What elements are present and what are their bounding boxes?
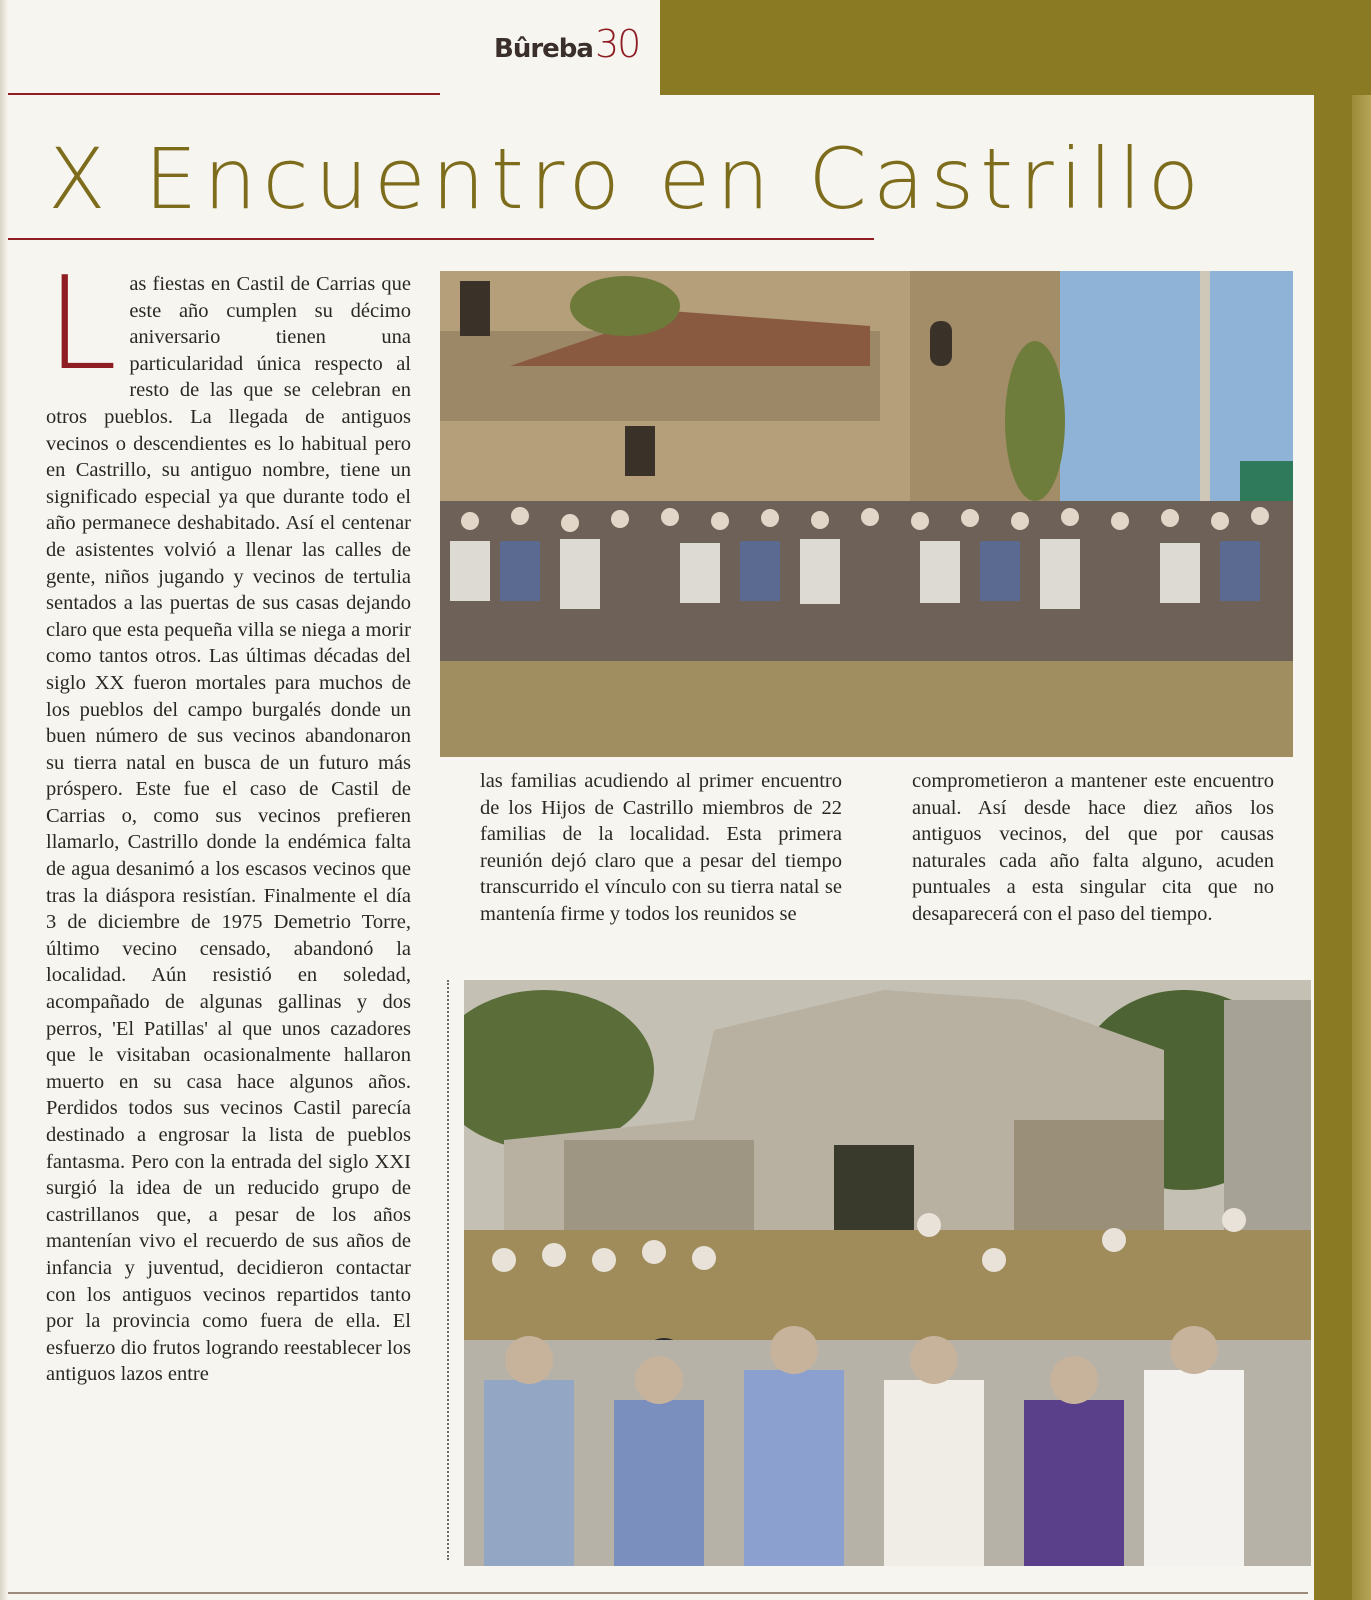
- brand-name: Bûreba: [494, 34, 593, 64]
- ruins-photo-illustration: [464, 980, 1311, 1566]
- article-column-1: [46, 250, 411, 1388]
- column-1-text: as fiestas en Castil de Carrias que este año cumplen su décimo aniversario tienen una particularidad única respecto al resto de las que se celebran en otros pueblos. La llegada de antiguos vecinos o descendientes es lo habitual pero en Castrillo, su antiguo nombre, tiene un significado especial ya que durante todo el año permanece deshabitado. Así el centenar de asistentes volvió a llenar las calles de gente, niños jugando y vecinos de tertulia sentados a las puertas de sus casas dejando claro que esta pequeña villa se niega a morir como tantos otros. Las últimas décadas del siglo XX fueron mortales para muchos de los pueblos del campo burgalés donde un buen número de sus vecinos abandonaron su tierra natal en busca de un futuro más próspero. Este fue el caso de Castil de Carrias o, como sus vecinos prefieren llamarlo, Castrillo donde la endémica falta de agua desanimó a los escasos vecinos que tras la diáspora resistían. Finalmente el día 3 de diciembre de 1975 Demetrio Torre, último vecino censado, abandonó la localidad. Aún resistió en soledad, acompañado de algunas gallinas y dos perros, 'El Patillas' al que unos cazadores que le visitaban ocasionalmente hallaron muerto en su casa hace algunos años. Perdidos todos sus vecinos Castil parecía destinado a engrosar la lista de pueblos fantasma. Pero con la entrada del siglo XXI surgió la idea de un reducido grupo de castrillanos que, a pesar de los años mantenían vivo el recuerdo de sus años de infancia y juventud, decidieron contactar con los antiguos vecinos repartidos tanto por la provincia como fuera de ella. El esfuerzo dio frutos logrando reestablecer los antiguos lazos entre: [46, 273, 411, 1386]
- header-divider: [8, 93, 440, 95]
- article-title: X Encuentro en Castrillo: [48, 130, 1206, 228]
- ruins-gathering-photo: [464, 980, 1311, 1566]
- footer-rule: [8, 1592, 1308, 1594]
- group-photo-illustration: [440, 271, 1293, 757]
- brand-number: 30: [594, 22, 640, 66]
- page-left-edge: [0, 0, 8, 1600]
- title-divider: [8, 238, 874, 240]
- drop-cap: L: [46, 250, 118, 399]
- dotted-column-divider: [447, 980, 449, 1560]
- article-column-2: las familias acudiendo al primer encuentro de los Hijos de Castrillo miembros de 22 familias de la localidad. Esta primera reunión dejó claro que a pesar del tiempo transcurrido el vínculo con su tierra natal se mantenía firme y todos los reunidos se: [480, 770, 842, 925]
- olive-header-band: [660, 0, 1371, 95]
- magazine-logo: [494, 22, 639, 68]
- paper-edge: [1352, 95, 1371, 1600]
- group-photo: [440, 271, 1293, 757]
- article-column-3: comprometieron a mantener este encuentro anual. Así desde hace diez años los antiguos vecinos, del que por causas naturales cada año falta alguno, acuden puntuales a esta singular cita que no desaparecerá con el paso del tiempo.: [912, 770, 1274, 925]
